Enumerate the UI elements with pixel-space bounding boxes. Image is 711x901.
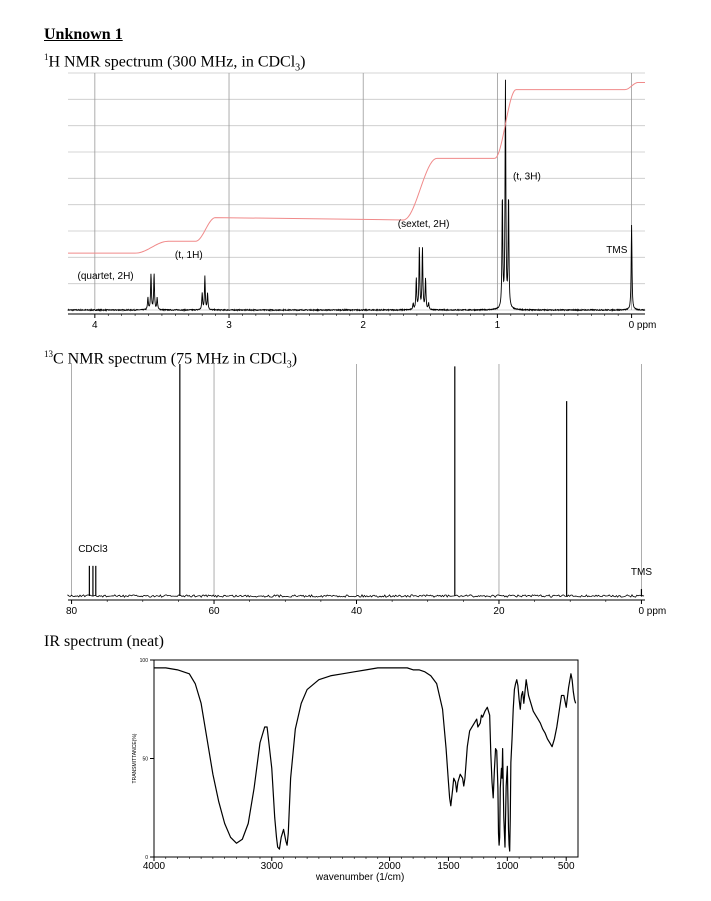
c-nmr-x-tick-label: 20 [493,606,505,617]
h-nmr-x-tick-label: 0 ppm [628,320,657,331]
ir-y-tick-label: 100 [139,658,148,664]
h-nmr-integration-curve [68,82,645,253]
ir-transmittance-trace [154,668,576,851]
ir-x-tick-label: 500 [557,861,575,872]
h-nmr-chart [68,73,656,331]
c-nmr-chart [66,364,666,617]
h-nmr-spectrum-trace [68,80,645,311]
ir-y-axis-label: TRANSMITTANCE(%) [132,733,138,784]
h-nmr-annotation: TMS [606,245,628,257]
ir-x-tick-label: 3000 [260,861,283,872]
h-nmr-x-tick-label: 4 [92,320,98,331]
h-nmr-title-subscript: 3 [295,62,301,74]
ir-y-tick-label: 0 [145,855,148,861]
c-nmr-x-tick-label: 40 [350,606,363,617]
c-nmr-x-tick-label: 0 ppm [638,606,667,617]
c-nmr-title-close: ) [291,350,298,368]
ir-x-tick-label: 1500 [437,861,460,872]
h-nmr-annotation: (quartet, 2H) [77,271,134,283]
h-nmr-title-isotope: 1 [44,52,49,62]
h-nmr-x-tick-label: 2 [360,320,366,331]
ir-y-tick-label: 50 [142,756,148,763]
c-nmr-annotation: TMS [630,567,652,579]
h-nmr-x-tick-label: 3 [226,320,232,331]
ir-chart [132,658,578,883]
c-nmr-baseline-trace [68,595,644,597]
h-nmr-x-tick-label: 1 [494,320,501,331]
c-nmr-x-tick-label: 80 [65,606,78,617]
ir-title: IR spectrum (neat) [44,633,164,650]
ir-x-tick-label: 1000 [496,861,519,872]
h-nmr-annotation: (t, 1H) [174,249,203,261]
ir-x-tick-label: 4000 [142,861,166,872]
c-nmr-annotation: CDCl3 [78,543,108,555]
c-nmr-title-subscript: 3 [286,359,292,371]
document-title: Unknown 1 [44,26,123,43]
c-nmr-x-tick-label: 60 [208,606,220,617]
h-nmr-annotation: (t, 3H) [513,171,541,183]
ir-x-tick-label: 2000 [378,861,401,872]
h-nmr-title-text: H NMR spectrum (300 MHz, in CDCl [48,53,296,71]
c-nmr-title-isotope: 13 [44,349,53,359]
ir-x-axis-label: wavenumber (1/cm) [315,872,405,883]
c-nmr-title-text: C NMR spectrum (75 MHz in CDCl [53,350,287,368]
h-nmr-title-close: ) [300,53,306,71]
h-nmr-annotation: (sextet, 2H) [397,219,450,231]
